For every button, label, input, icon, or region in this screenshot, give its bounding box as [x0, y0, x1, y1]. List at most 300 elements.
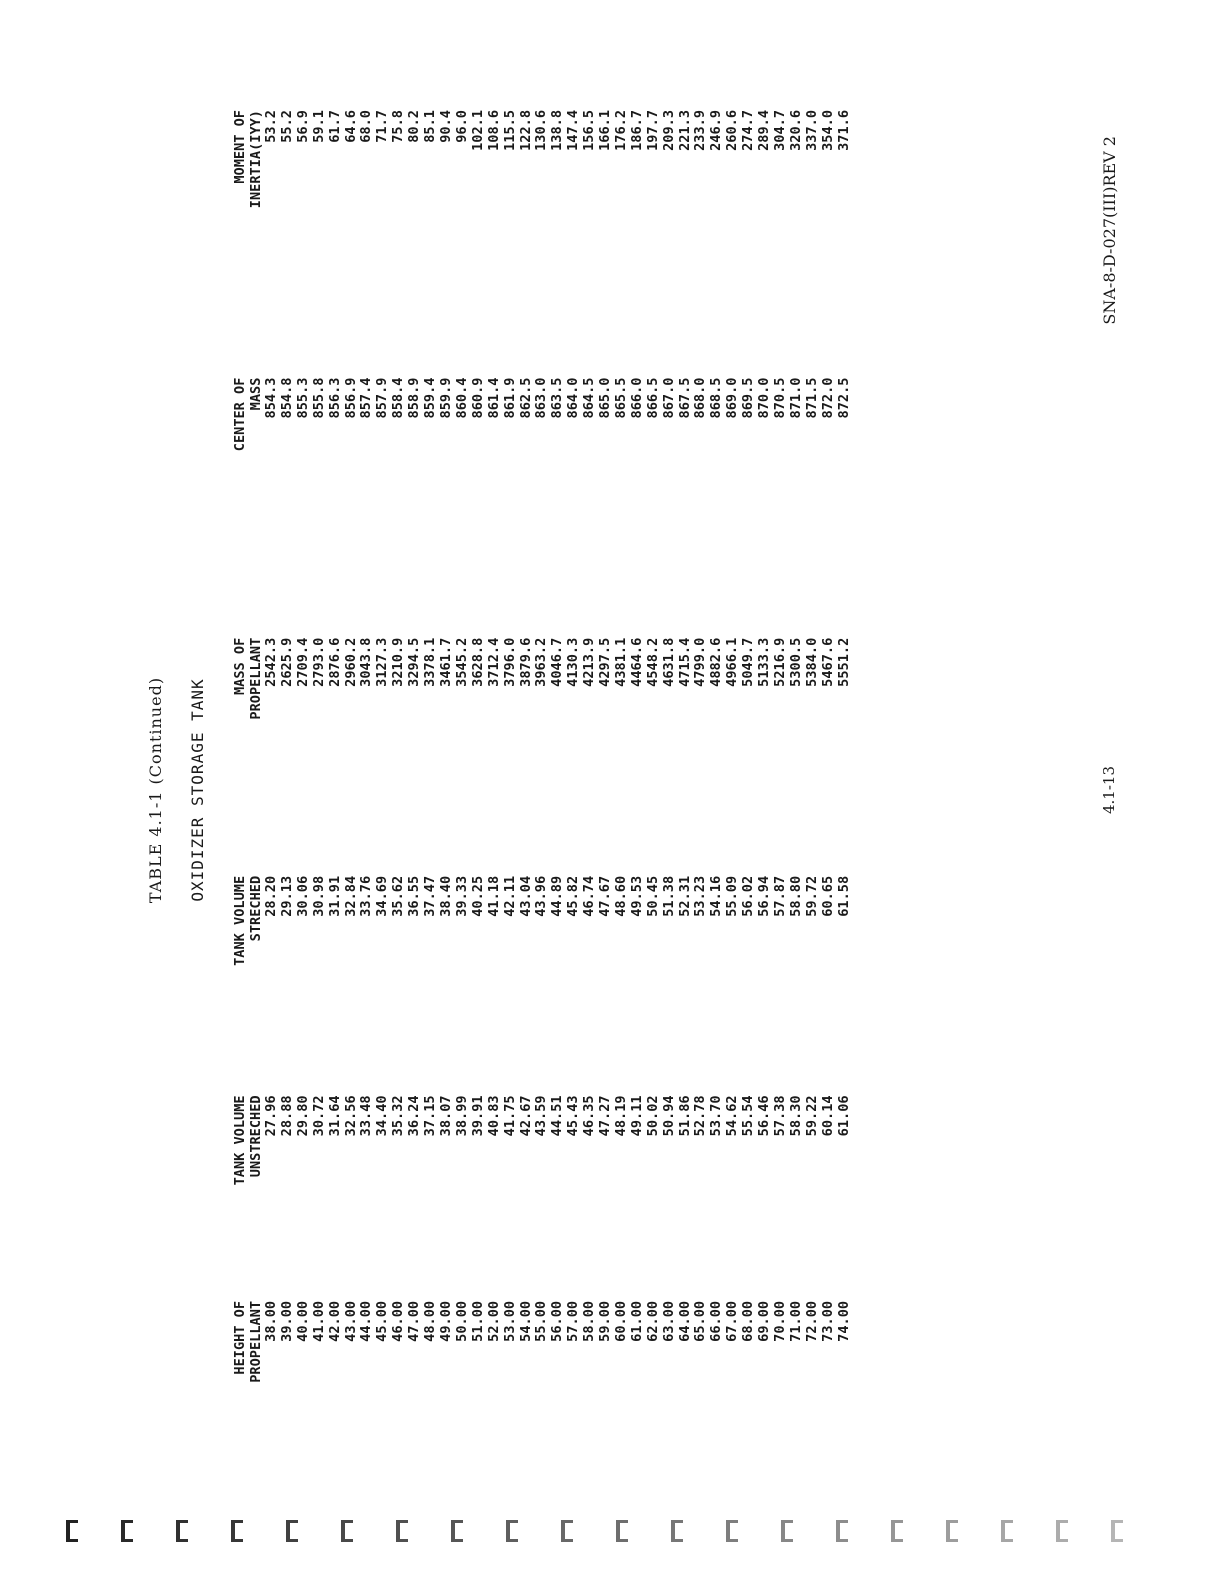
table-cell: 867.0 [660, 377, 677, 419]
binder-mark [341, 1520, 353, 1542]
table-cell: 53.00 [501, 1300, 518, 1342]
table-cell: 354.0 [819, 110, 836, 151]
table-cell: 861.9 [501, 377, 518, 419]
table-cell: 60.14 [819, 1095, 836, 1137]
table-cell: 33.48 [358, 1095, 375, 1137]
table-cell: 858.4 [390, 377, 407, 419]
table-cell: 38.07 [437, 1095, 454, 1137]
table-row [598, 110, 614, 1420]
table-cell: 57.87 [772, 875, 788, 917]
table-row [789, 110, 805, 1420]
table-cell: 4381.1 [612, 637, 629, 687]
table-cell: 28.20 [263, 875, 279, 917]
table-cell: 4882.6 [708, 637, 725, 687]
table-row [678, 110, 694, 1420]
table-cell: 5133.3 [756, 637, 773, 687]
table-cell: 869.5 [740, 377, 757, 419]
table-cell: 29.13 [278, 875, 295, 917]
binder-mark [891, 1520, 903, 1542]
table-row [582, 110, 598, 1420]
table-row [296, 110, 312, 1420]
column-header-line: PROPELLANT [248, 1300, 264, 1383]
table-cell: 71.7 [374, 110, 391, 143]
column-header-line: TANK VOLUME [232, 875, 248, 966]
table-row [550, 110, 566, 1420]
table-cell: 872.0 [819, 377, 836, 419]
table-cell: 59.72 [803, 875, 820, 917]
table-cell: 872.5 [835, 377, 852, 419]
table-cell: 57.38 [772, 1095, 788, 1137]
binder-mark [946, 1520, 958, 1542]
table-cell: 4715.4 [676, 637, 693, 687]
table-cell: 55.00 [533, 1300, 550, 1342]
table-cell: 40.00 [294, 1300, 311, 1342]
table-cell: 56.00 [549, 1300, 566, 1342]
table-cell: 40.83 [485, 1095, 502, 1137]
table-cell: 46.35 [581, 1095, 598, 1137]
table-cell: 59.00 [597, 1300, 614, 1342]
table-cell: 246.9 [708, 110, 725, 151]
table-cell: 52.00 [485, 1300, 502, 1342]
table-cell: 3963.2 [533, 637, 550, 687]
table-row [662, 110, 678, 1420]
table-cell: 337.0 [803, 110, 820, 151]
binder-marks [0, 1520, 1220, 1560]
table-cell: 868.0 [692, 377, 709, 419]
table-cell: 54.00 [517, 1300, 534, 1342]
table-cell: 4464.6 [628, 637, 645, 687]
table-cell: 35.32 [390, 1095, 407, 1137]
table-cell: 861.4 [485, 377, 502, 419]
table-row [566, 110, 582, 1420]
table-cell: 50.00 [453, 1300, 470, 1342]
table-cell: 186.7 [628, 110, 645, 151]
table-row [773, 110, 789, 1420]
table-row [646, 110, 662, 1420]
table-cell: 47.00 [406, 1300, 423, 1342]
table-cell: 47.27 [597, 1095, 614, 1137]
table-cell: 51.00 [469, 1300, 486, 1342]
table-row [725, 110, 741, 1420]
column-header-line: CENTER OF [232, 377, 248, 452]
table-row [359, 110, 375, 1420]
table-cell: 5049.7 [740, 637, 757, 687]
table-cell: 61.7 [326, 110, 343, 143]
table-cell: 80.2 [406, 110, 423, 143]
table-cell: 5551.2 [835, 637, 852, 687]
table-cell: 53.2 [263, 110, 279, 143]
table-cell: 39.00 [278, 1300, 295, 1342]
table-cell: 45.43 [565, 1095, 582, 1137]
table-cell: 221.3 [676, 110, 693, 151]
table-cell: 371.6 [835, 110, 852, 151]
table-cell: 197.7 [644, 110, 661, 151]
table-cell: 865.5 [612, 377, 629, 419]
table-row [375, 110, 391, 1420]
table-cell: 3712.4 [485, 637, 502, 687]
table-row [407, 110, 423, 1420]
table-cell: 53.23 [692, 875, 709, 917]
table-cell: 31.91 [326, 875, 343, 917]
table-cell: 3210.9 [390, 637, 407, 687]
table-cell: 48.19 [612, 1095, 629, 1137]
table-cell: 2709.4 [294, 637, 311, 687]
table-cell: 44.00 [358, 1300, 375, 1342]
table-cell: 864.0 [565, 377, 582, 419]
table-cell: 31.64 [326, 1095, 343, 1137]
table-cell: 869.0 [724, 377, 741, 419]
table-cell: 74.00 [835, 1300, 852, 1342]
table-cell: 63.00 [660, 1300, 677, 1342]
table-cell: 49.53 [628, 875, 645, 917]
table-cell: 855.3 [294, 377, 311, 419]
table-cell: 56.02 [740, 875, 757, 917]
table-row [741, 110, 757, 1420]
table-cell: 115.5 [501, 110, 518, 151]
table-cell: 57.00 [565, 1300, 582, 1342]
table-cell: 156.5 [581, 110, 598, 151]
binder-mark [561, 1520, 573, 1542]
table-cell: 37.47 [422, 875, 439, 917]
table-cell: 52.78 [692, 1095, 709, 1137]
table-cell: 857.4 [358, 377, 375, 419]
table-cell: 72.00 [803, 1300, 820, 1342]
table-cell: 870.5 [772, 377, 788, 419]
table-cell: 320.6 [787, 110, 804, 151]
binder-mark [1056, 1520, 1068, 1542]
table-cell: 864.5 [581, 377, 598, 419]
column-header [232, 110, 264, 378]
table-cell: 858.9 [406, 377, 423, 419]
table-cell: 865.0 [597, 377, 614, 419]
table-cell: 860.9 [469, 377, 486, 419]
binder-mark [231, 1520, 243, 1542]
table-cell: 3879.6 [517, 637, 534, 687]
table-cell: 102.1 [469, 110, 486, 151]
table-cell: 3461.7 [437, 637, 454, 687]
table-cell: 59.22 [803, 1095, 820, 1137]
column-header-line: TANK VOLUME [232, 1095, 248, 1186]
binder-mark [726, 1520, 738, 1542]
table-cell: 43.04 [517, 875, 534, 917]
table-cell: 55.09 [724, 875, 741, 917]
table-cell: 4213.9 [581, 637, 598, 687]
table-cell: 41.75 [501, 1095, 518, 1137]
table-cell: 42.67 [517, 1095, 534, 1137]
column-header [232, 378, 264, 638]
table-cell: 34.69 [374, 875, 391, 917]
table-row [439, 110, 455, 1420]
table-cell: 52.31 [676, 875, 693, 917]
table-cell: 61.06 [835, 1095, 852, 1137]
table-cell: 60.00 [612, 1300, 629, 1342]
table-cell: 5300.5 [787, 637, 804, 687]
table-row [837, 110, 853, 1420]
table-row [328, 110, 344, 1420]
table-cell: 260.6 [724, 110, 741, 151]
table-cell: 4631.8 [660, 637, 677, 687]
column-header-line: INERTIA(IYY) [248, 110, 264, 209]
table-cell: 2960.2 [342, 637, 359, 687]
table-cell: 43.96 [533, 875, 550, 917]
table-cell: 863.5 [549, 377, 566, 419]
table-cell: 90.4 [437, 110, 454, 143]
table-cell: 68.0 [358, 110, 375, 143]
table-cell: 67.00 [724, 1300, 741, 1342]
column-header [232, 1301, 264, 1420]
table-row [423, 110, 439, 1420]
table-cell: 870.0 [756, 377, 773, 419]
table-cell: 2876.6 [326, 637, 343, 687]
table-cell: 51.86 [676, 1095, 693, 1137]
table-cell: 4966.1 [724, 637, 741, 687]
table-cell: 62.00 [644, 1300, 661, 1342]
table-row [487, 110, 503, 1420]
table-cell: 37.15 [422, 1095, 439, 1137]
table-row [519, 110, 535, 1420]
binder-mark [616, 1520, 628, 1542]
table-cell: 147.4 [565, 110, 582, 151]
table-cell: 36.24 [406, 1095, 423, 1137]
binder-mark [836, 1520, 848, 1542]
table-cell: 862.5 [517, 377, 534, 419]
table-body [264, 110, 853, 1420]
table-cell: 44.51 [549, 1095, 566, 1137]
column-header-line: UNSTRECHED [248, 1095, 264, 1178]
table-cell: 28.88 [278, 1095, 295, 1137]
table-cell: 54.62 [724, 1095, 741, 1137]
column-header-line: PROPELLANT [248, 637, 264, 720]
table-row [312, 110, 328, 1420]
column-header-line: MASS OF [232, 637, 248, 696]
table-cell: 41.00 [310, 1300, 327, 1342]
table-cell: 27.96 [263, 1095, 279, 1137]
table-cell: 854.8 [278, 377, 295, 419]
table-cell: 866.5 [644, 377, 661, 419]
table-cell: 61.58 [835, 875, 852, 917]
table-cell: 5384.0 [803, 637, 820, 687]
table-cell: 2625.9 [278, 637, 295, 687]
table-row [503, 110, 519, 1420]
table-cell: 854.3 [263, 377, 279, 419]
table-cell: 867.5 [676, 377, 693, 419]
table-row [264, 110, 280, 1420]
table-cell: 859.9 [437, 377, 454, 419]
binder-mark [781, 1520, 793, 1542]
table-row [534, 110, 550, 1420]
table-cell: 3043.8 [358, 637, 375, 687]
table-cell: 66.00 [708, 1300, 725, 1342]
table-cell: 856.9 [342, 377, 359, 419]
table-cell: 3294.5 [406, 637, 423, 687]
table-cell: 866.0 [628, 377, 645, 419]
table-cell: 51.38 [660, 875, 677, 917]
binder-mark [396, 1520, 408, 1542]
table-cell: 49.11 [628, 1095, 645, 1137]
table-row [821, 110, 837, 1420]
table-cell: 69.00 [756, 1300, 773, 1342]
table-cell: 50.02 [644, 1095, 661, 1137]
binder-mark [176, 1520, 188, 1542]
table-cell: 39.91 [469, 1095, 486, 1137]
table-row [757, 110, 773, 1420]
table-cell: 274.7 [740, 110, 757, 151]
table-cell: 73.00 [819, 1300, 836, 1342]
table-cell: 38.40 [437, 875, 454, 917]
table-cell: 40.25 [469, 875, 486, 917]
table-cell: 58.80 [787, 875, 804, 917]
table-title: TABLE 4.1-1 (Continued) [146, 676, 165, 904]
column-header-line: HEIGHT OF [232, 1300, 248, 1375]
table-cell: 54.16 [708, 875, 725, 917]
table-cell: 233.9 [692, 110, 709, 151]
table-cell: 4297.5 [597, 637, 614, 687]
table-cell: 42.00 [326, 1300, 343, 1342]
table-cell: 61.00 [628, 1300, 645, 1342]
table-cell: 65.00 [692, 1300, 709, 1342]
document-id: SNA-8-D-027(III)REV 2 [1100, 136, 1119, 325]
column-header [232, 876, 264, 1096]
page-number: 4.1-13 [1100, 766, 1118, 815]
column-header-line: MOMENT OF [232, 110, 248, 184]
table-cell: 5467.6 [819, 637, 836, 687]
binder-mark [451, 1520, 463, 1542]
table-row [805, 110, 821, 1420]
table-cell: 96.0 [453, 110, 470, 143]
table-cell: 3127.3 [374, 637, 391, 687]
table-cell: 859.4 [422, 377, 439, 419]
table-cell: 871.5 [803, 377, 820, 419]
table-cell: 860.4 [453, 377, 470, 419]
table-cell: 4799.0 [692, 637, 709, 687]
table-cell: 39.33 [453, 875, 470, 917]
table-cell: 3796.0 [501, 637, 518, 687]
table-cell: 871.0 [787, 377, 804, 419]
table-cell: 38.99 [453, 1095, 470, 1137]
table-cell: 4046.7 [549, 637, 566, 687]
table-cell: 46.74 [581, 875, 598, 917]
table-cell: 42.11 [501, 875, 518, 917]
table-cell: 41.18 [485, 875, 502, 917]
rotated-page [100, 100, 1160, 1480]
binder-mark [506, 1520, 518, 1542]
table-cell: 60.65 [819, 875, 836, 917]
table-cell: 58.00 [581, 1300, 598, 1342]
table-cell: 47.67 [597, 875, 614, 917]
table-cell: 4548.2 [644, 637, 661, 687]
table-row [280, 110, 296, 1420]
table-cell: 75.8 [390, 110, 407, 143]
table-cell: 64.6 [342, 110, 359, 143]
table-cell: 36.55 [406, 875, 423, 917]
table-row [455, 110, 471, 1420]
header-row [232, 110, 264, 1420]
table-cell: 289.4 [756, 110, 773, 151]
table-cell: 166.1 [597, 110, 614, 151]
table-cell: 176.2 [612, 110, 629, 151]
table-cell: 58.30 [787, 1095, 804, 1137]
table-cell: 56.94 [756, 875, 773, 917]
table-cell: 5216.9 [772, 637, 788, 687]
table-cell: 43.59 [533, 1095, 550, 1137]
table-cell: 30.72 [310, 1095, 327, 1137]
table-cell: 32.84 [342, 875, 359, 917]
table-cell: 108.6 [485, 110, 502, 151]
table-cell: 34.40 [374, 1095, 391, 1137]
table-cell: 46.00 [390, 1300, 407, 1342]
table-cell: 53.70 [708, 1095, 725, 1137]
table-cell: 30.98 [310, 875, 327, 917]
table-row [344, 110, 360, 1420]
binder-mark [66, 1520, 78, 1542]
table-cell: 2793.0 [310, 637, 327, 687]
binder-mark [1111, 1520, 1123, 1542]
table-cell: 49.00 [437, 1300, 454, 1342]
table-row [471, 110, 487, 1420]
table-cell: 868.5 [708, 377, 725, 419]
table-cell: 3545.2 [453, 637, 470, 687]
table-cell: 85.1 [422, 110, 439, 143]
table-cell: 2542.3 [263, 637, 279, 687]
table-row [630, 110, 646, 1420]
table-cell: 50.94 [660, 1095, 677, 1137]
table-cell: 130.6 [533, 110, 550, 151]
table-cell: 50.45 [644, 875, 661, 917]
table-cell: 45.82 [565, 875, 582, 917]
table-cell: 30.06 [294, 875, 311, 917]
table-cell: 4130.3 [565, 637, 582, 687]
column-header [232, 1095, 264, 1301]
column-header-line: MASS [248, 377, 264, 411]
table-cell: 48.00 [422, 1300, 439, 1342]
table-cell: 44.89 [549, 875, 566, 917]
table-cell: 43.00 [342, 1300, 359, 1342]
table-cell: 56.46 [756, 1095, 773, 1137]
binder-mark [671, 1520, 683, 1542]
table-cell: 64.00 [676, 1300, 693, 1342]
table-cell: 138.8 [549, 110, 566, 151]
table-row [709, 110, 725, 1420]
column-header [232, 638, 264, 876]
table-cell: 29.80 [294, 1095, 311, 1137]
table-cell: 33.76 [358, 875, 375, 917]
data-table [232, 110, 853, 1420]
binder-mark [1001, 1520, 1013, 1542]
table-cell: 55.2 [278, 110, 295, 143]
table-cell: 48.60 [612, 875, 629, 917]
table-cell: 56.9 [294, 110, 311, 143]
table-cell: 857.9 [374, 377, 391, 419]
table-cell: 59.1 [310, 110, 327, 143]
table-cell: 38.00 [263, 1300, 279, 1342]
table-cell: 3628.8 [469, 637, 486, 687]
binder-mark [286, 1520, 298, 1542]
table-cell: 855.8 [310, 377, 327, 419]
table-row [391, 110, 407, 1420]
table-cell: 304.7 [772, 110, 788, 151]
column-header-line: STRECHED [248, 875, 264, 942]
table-cell: 35.62 [390, 875, 407, 917]
table-cell: 209.3 [660, 110, 677, 151]
table-cell: 32.56 [342, 1095, 359, 1137]
table-cell: 68.00 [740, 1300, 757, 1342]
table-cell: 856.3 [326, 377, 343, 419]
table-row [693, 110, 709, 1420]
table-cell: 45.00 [374, 1300, 391, 1342]
table-row [614, 110, 630, 1420]
table-cell: 71.00 [787, 1300, 804, 1342]
table-subtitle: OXIDIZER STORAGE TANK [188, 678, 207, 902]
